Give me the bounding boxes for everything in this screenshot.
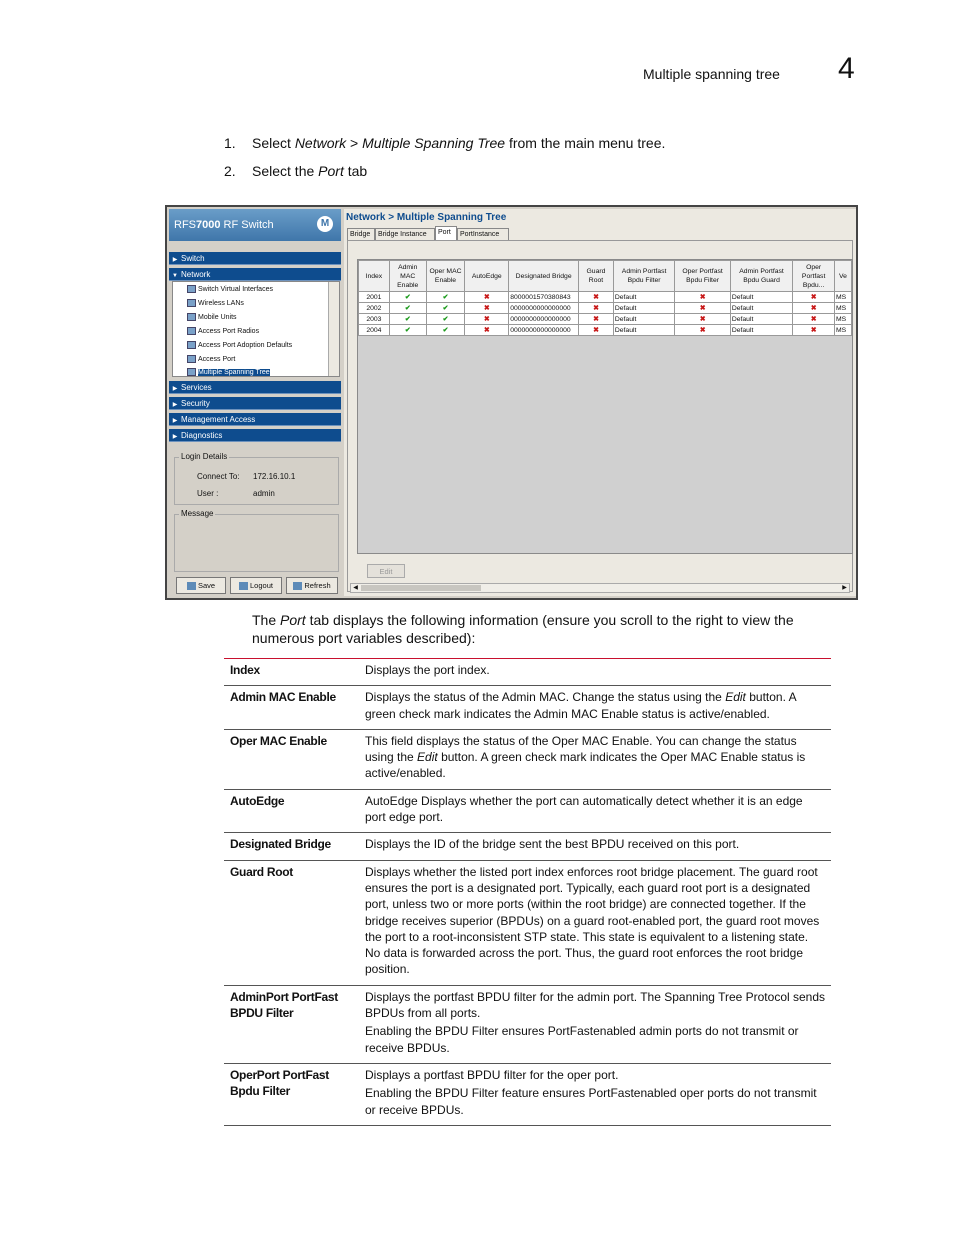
nav-item-services[interactable] [169,381,341,394]
access-port-icon [187,355,196,363]
definition-description [359,1063,831,1125]
tab-bridge-instance[interactable]: Bridge Instance [375,228,435,240]
definition-description [359,686,831,730]
logout-button[interactable]: Logout [230,577,282,594]
login-details-group [174,452,339,505]
definition-row [224,789,831,833]
port-table [358,260,852,336]
cross-icon: ✖ [793,325,835,336]
column-header[interactable]: Admin Portfast Bpdu Guard [730,261,792,292]
table-cell: Default [730,303,792,314]
table-cell: Default [613,303,674,314]
check-icon: ✔ [389,303,426,314]
step-emphasis: Multiple Spanning Tree [362,135,506,151]
nav-label: Services [181,383,212,392]
definition-term: AdminPort PortFast BPDU Filter [230,989,338,1021]
column-header[interactable]: Oper Portfast Bpdu... [793,261,835,292]
tab-port[interactable]: Port [435,226,457,240]
table-cell: 2003 [359,314,390,325]
interface-icon [187,285,196,293]
column-header[interactable]: Oper MAC Enable [426,261,465,292]
table-cell: Default [730,325,792,336]
description-paragraph: Displays the ID of the bridge sent the best BPDU received on this port. [365,837,740,852]
definition-term: AutoEdge [230,793,285,808]
description-paragraph: Enabling the BPDU Filter ensures PortFastenabled admin ports do not transmit or receive BPDUs. [365,1024,799,1055]
logout-icon [239,582,248,590]
table-cell: Default [613,314,674,325]
chevron-right-icon: ▶ [172,418,178,424]
connect-to-label: Connect To: [197,472,240,481]
tree-item-wireless-lans[interactable]: Wireless LANs [187,299,244,307]
table-cell: MS [835,303,852,314]
cross-icon: ✖ [675,303,731,314]
cross-icon: ✖ [793,314,835,325]
description-paragraph: Enabling the BPDU Filter feature ensures PortFastenabled oper ports do not transmit or receive BPDUs. [365,1086,817,1117]
description-paragraph: Displays whether the listed port index enforces root bridge placement. The guard root ensures the port is a designated port. Typically, each guard root port is a designated port, unless two or more ports (within the root bridge) are connected together. If the bridge receives superior (BPDUs) on a guard root-enabled port, the guard root moves the port to a root-inconsistent STP state. This state is equivalent to a listening state. No data is forwarded across the port. Thus, the guard root enforces the root bridge position. [365,864,820,977]
definition-term: Index [230,663,260,677]
cross-icon: ✖ [579,303,614,314]
step-text: tab [343,163,368,179]
table-cell: MS [835,325,852,336]
port-grid [357,259,853,554]
tree-item-mobile-units[interactable]: Mobile Units [187,313,237,321]
scroll-thumb[interactable] [361,585,481,591]
definition-description [359,659,831,686]
edit-button[interactable]: Edit [367,564,405,578]
definition-term: Oper MAC Enable [230,733,327,748]
adoption-icon [187,341,196,349]
message-legend: Message [181,509,214,518]
step-1 [224,135,665,151]
definition-term: Admin MAC Enable [230,690,336,705]
tree-item-access-port-adoption-defaults[interactable]: Access Port Adoption Defaults [187,341,292,349]
table-row[interactable] [359,303,852,314]
user-label: User : [197,489,219,498]
tree-item-multiple-spanning-tree[interactable]: Multiple Spanning Tree [187,368,270,376]
column-header[interactable]: Index [359,261,390,292]
left-navigation-pane [169,209,341,596]
column-header[interactable]: Ve [835,261,852,292]
refresh-icon [293,582,302,590]
description-paragraph: Displays the portfast BPDU filter for the admin port. The Spanning Tree Protocol sends BPDUs from all ports. [365,989,826,1021]
cross-icon: ✖ [675,325,731,336]
cross-icon: ✖ [465,303,509,314]
nav-item-switch[interactable] [169,252,341,265]
refresh-button[interactable]: Refresh [286,577,338,594]
column-header[interactable]: Admin MAC Enable [389,261,426,292]
definition-term: Designated Bridge [230,837,331,852]
step-text: > [346,135,363,151]
step-emphasis: Network [294,135,347,151]
column-header[interactable]: AutoEdge [465,261,509,292]
tab-portinstance[interactable]: PortInstance [457,228,509,240]
nav-item-security[interactable] [169,397,341,410]
chevron-right-icon: ▶ [172,402,178,408]
step-number: 2. [224,163,236,179]
nav-item-diagnostics[interactable] [169,429,341,442]
table-row[interactable] [359,325,852,336]
table-cell: MS [835,292,852,303]
description-paragraph: Displays the status of the Admin MAC. Change the status using the Edit button. A green check mark indicates the Admin MAC Enable status is active/enabled. [365,690,796,721]
check-icon: ✔ [389,292,426,303]
table-row[interactable] [359,292,852,303]
chevron-down-icon: ▼ [172,273,178,279]
step-emphasis: Port [318,163,344,179]
port-tab-panel [347,240,853,592]
definition-row [224,659,831,686]
check-icon: ✔ [426,292,465,303]
app-title: RFS7000 RF Switch [174,219,274,231]
embedded-screenshot [165,205,858,600]
step-text: from the main menu tree. [505,135,666,151]
table-cell: 2004 [359,325,390,336]
definition-description [359,833,831,860]
step-number: 1. [224,135,236,151]
definition-description [359,860,831,985]
cross-icon: ✖ [465,314,509,325]
cross-icon: ✖ [465,292,509,303]
column-header[interactable]: Admin Portfast Bpdu Filter [613,261,674,292]
column-header[interactable]: Oper Portfast Bpdu Filter [675,261,731,292]
tree-item-access-port[interactable]: Access Port [187,355,235,363]
table-cell: Default [613,325,674,336]
description-paragraph: This field displays the status of the Oper MAC Enable. You can change the status using the Edit button. A green check mark indicates the Oper MAC Enable status is active/enabled. [365,733,806,781]
cross-icon: ✖ [579,292,614,303]
message-group [174,509,339,572]
step-text: Select the [252,163,319,179]
nav-item-management-access[interactable] [169,413,341,426]
cross-icon: ✖ [465,325,509,336]
horizontal-scrollbar[interactable] [350,583,850,593]
login-details-legend: Login Details [181,452,228,461]
tree-item-switch-virtual-interfaces[interactable]: Switch Virtual Interfaces [187,285,273,293]
chapter-number: 4 [838,52,855,85]
definition-row [224,729,831,789]
definition-row [224,833,831,860]
table-cell: MS [835,314,852,325]
cross-icon: ✖ [579,314,614,325]
check-icon: ✔ [426,314,465,325]
nav-label: Diagnostics [181,431,223,440]
motorola-logo-icon: M [317,216,333,232]
chevron-right-icon: ▶ [172,386,178,392]
table-cell: Default [730,292,792,303]
step-text: Select [252,135,295,151]
nav-label: Security [181,399,210,408]
tree-item-access-port-radios[interactable]: Access Port Radios [187,327,259,335]
definition-term: OperPort PortFast Bpdu Filter [230,1067,329,1099]
scroll-left-icon[interactable]: ◀ [353,585,358,591]
column-header[interactable]: Designated Bridge [509,261,579,292]
table-cell: 8000001570380843 [509,292,579,303]
nav-label: Management Access [181,415,256,424]
network-tree [172,281,340,377]
definition-row [224,1063,831,1125]
cross-icon: ✖ [793,303,835,314]
table-row[interactable] [359,314,852,325]
app-banner [169,209,341,241]
table-cell: 2001 [359,292,390,303]
table-cell: 0000000000000000 [509,325,579,336]
check-icon: ✔ [389,314,426,325]
definition-description [359,729,831,789]
user-value: admin [253,489,275,498]
chevron-right-icon: ▶ [172,257,178,263]
cross-icon: ✖ [675,314,731,325]
definition-row [224,686,831,730]
column-header[interactable]: Guard Root [579,261,614,292]
table-cell: Default [613,292,674,303]
definition-row [224,985,831,1063]
description-paragraph: Displays the port index. [365,663,490,677]
save-button[interactable]: Save [176,577,226,594]
step-2 [224,163,367,179]
section-title: Multiple spanning tree [643,66,780,82]
radio-icon [187,327,196,335]
table-cell: 0000000000000000 [509,314,579,325]
cross-icon: ✖ [675,292,731,303]
check-icon: ✔ [426,303,465,314]
table-cell: Default [730,314,792,325]
connect-to-value: 172.16.10.1 [253,472,296,481]
mobile-unit-icon [187,313,196,321]
tree-scrollbar[interactable] [328,282,339,376]
cross-icon: ✖ [579,325,614,336]
table-cell: 2002 [359,303,390,314]
nav-label: Network [181,270,211,279]
table-cell: 0000000000000000 [509,303,579,314]
wlan-icon [187,299,196,307]
definition-row [224,860,831,985]
intro-paragraph: The Port tab displays the following information (ensure you scroll to the right to view the numerous port variables described): [252,612,794,646]
content-breadcrumb: Network > Multiple Spanning Tree [346,212,507,223]
content-pane [344,209,856,596]
check-icon: ✔ [426,325,465,336]
description-paragraph: AutoEdge Displays whether the port can automatically detect whether it is an edge port edge port. [365,793,803,825]
description-paragraph: Displays a portfast BPDU filter for the oper port. [365,1067,619,1082]
chevron-right-icon: ▶ [172,434,178,440]
definition-description [359,985,831,1063]
tab-bridge[interactable]: Bridge [347,228,375,240]
definition-description [359,789,831,833]
definition-term: Guard Root [230,864,293,879]
save-icon [187,582,196,590]
nav-label: Switch [181,254,205,263]
port-field-definitions [224,658,831,1126]
scroll-right-icon[interactable]: ▶ [842,585,847,591]
cross-icon: ✖ [793,292,835,303]
spanning-tree-icon [187,368,196,376]
nav-item-network[interactable] [169,268,341,281]
check-icon: ✔ [389,325,426,336]
